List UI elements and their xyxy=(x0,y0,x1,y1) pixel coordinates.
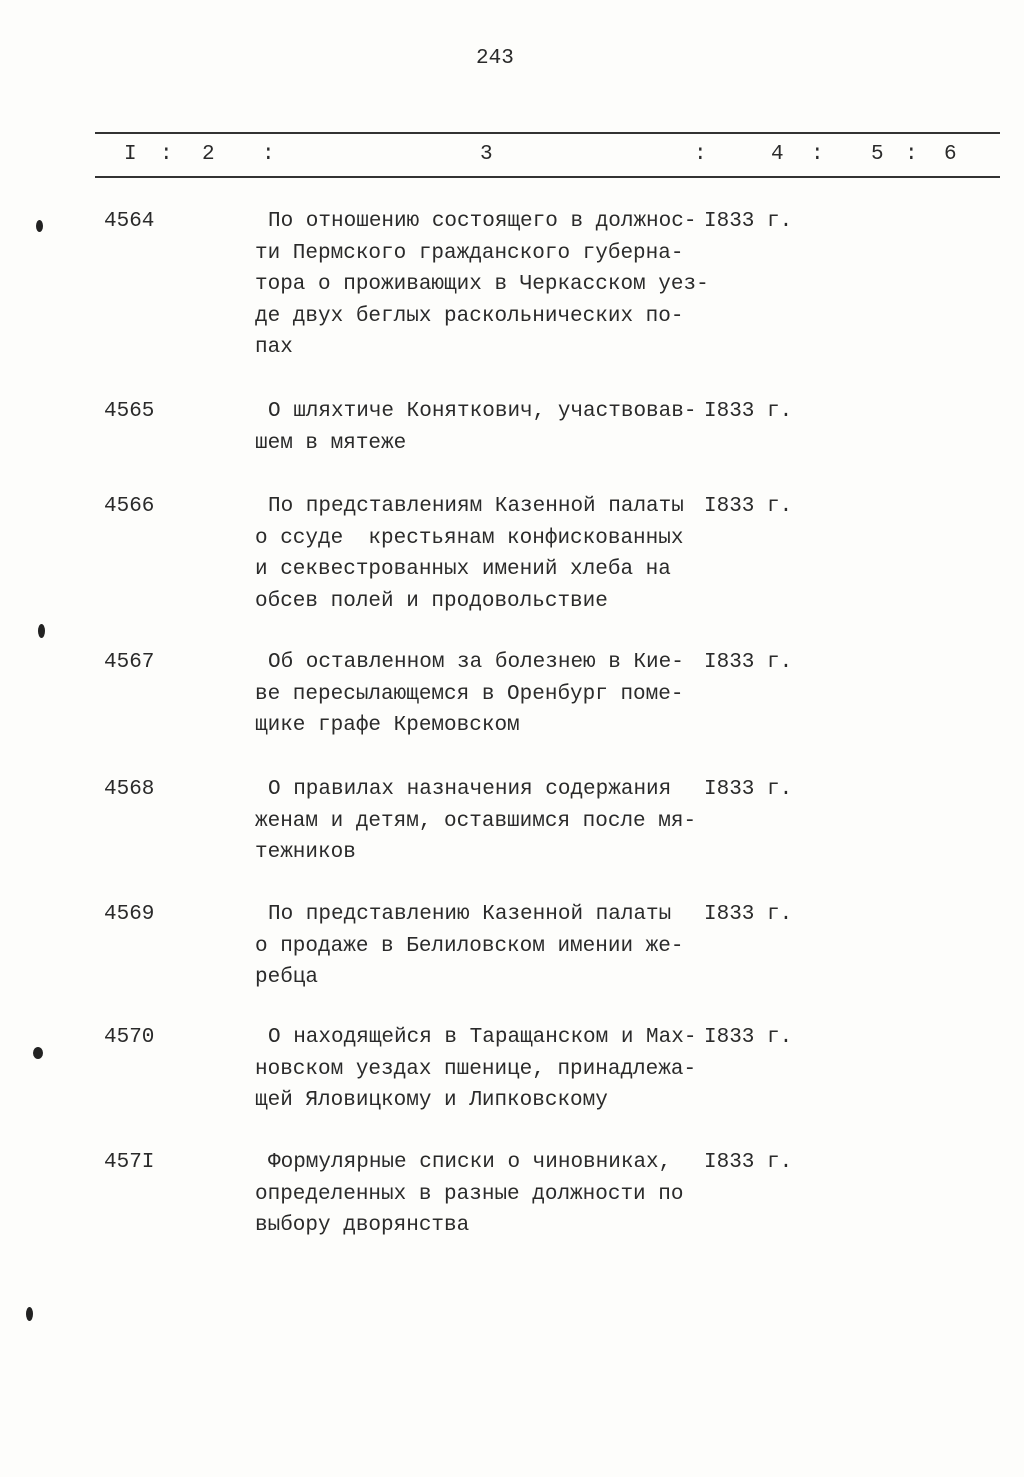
year: I833 г. xyxy=(704,1026,793,1049)
page-number: 243 xyxy=(476,47,514,70)
item-number: 4566 xyxy=(104,495,155,518)
header-sep: : xyxy=(811,143,824,166)
description-line: О находящейся в Таращанском и Мах- xyxy=(268,1026,697,1049)
description-line: о продаже в Белиловском имении же- xyxy=(255,934,684,958)
description-line: женам и детям, оставшимся после мя- xyxy=(255,809,697,833)
year: I833 г. xyxy=(704,651,793,674)
item-number: 4568 xyxy=(104,778,155,801)
item-number: 457I xyxy=(104,1151,155,1174)
description-line: По представлениям Казенной палаты xyxy=(268,495,684,518)
description-line: По отношению состоящего в должнос- xyxy=(268,210,697,233)
header-sep: : xyxy=(694,143,707,166)
header-sep: : xyxy=(905,143,918,166)
header-col-5: 5 xyxy=(871,143,884,166)
description-line: О правилах назначения содержания xyxy=(268,778,672,801)
year: I833 г. xyxy=(704,400,793,423)
header-col-1: I xyxy=(124,143,137,166)
binding-hole-mark xyxy=(38,624,45,638)
header-col-6: 6 xyxy=(944,143,957,166)
item-number: 4569 xyxy=(104,903,155,926)
description-line: Об оставленном за болезнею в Кие- xyxy=(268,651,684,674)
year: I833 г. xyxy=(704,1151,793,1174)
header-col-4: 4 xyxy=(771,143,784,166)
description-line: ве пересылающемся в Оренбург поме- xyxy=(255,682,684,706)
description-line: О шляхтиче Коняткович, участвовав- xyxy=(268,400,697,423)
header-sep: : xyxy=(160,143,173,166)
year: I833 г. xyxy=(704,495,793,518)
description-line: пах xyxy=(255,336,293,359)
item-number: 4565 xyxy=(104,400,155,423)
description-line: о ссуде крестьянам конфискованных xyxy=(255,526,684,550)
header-col-2: 2 xyxy=(202,143,215,166)
description-line: де двух беглых раскольнических по- xyxy=(255,304,684,328)
item-number: 4567 xyxy=(104,651,155,674)
header-col-3: 3 xyxy=(480,143,493,166)
year: I833 г. xyxy=(704,210,793,233)
item-number: 4564 xyxy=(104,210,155,233)
description-line: ти Пермского гражданского губерна- xyxy=(255,241,684,265)
description-line: выбору дворянства xyxy=(255,1214,470,1237)
binding-hole-mark xyxy=(36,220,43,232)
binding-hole-mark xyxy=(33,1047,43,1059)
description-line: определенных в разные должности по xyxy=(255,1182,684,1206)
description-line: ребца xyxy=(255,966,319,989)
header-bottom-rule xyxy=(95,176,1000,178)
header-top-rule xyxy=(95,132,1000,134)
description-line: тежников xyxy=(255,841,356,864)
description-line: новском уездах пшенице, принадлежа- xyxy=(255,1057,697,1081)
item-number: 4570 xyxy=(104,1026,155,1049)
description-line: Формулярные списки о чиновниках, xyxy=(268,1151,672,1174)
description-line: шем в мятеже xyxy=(255,431,407,455)
description-line: щей Яловицкому и Липковскому xyxy=(255,1089,608,1112)
description-line: По представлению Казенной палаты xyxy=(268,903,672,926)
description-line: обсев полей и продовольствие xyxy=(255,589,608,613)
header-sep: : xyxy=(262,143,275,166)
year: I833 г. xyxy=(704,903,793,926)
description-line: щике графе Кремовском xyxy=(255,714,520,737)
description-line: и секвестрованных имений хлеба на xyxy=(255,558,671,581)
description-line: тора о проживающих в Черкасском уез- xyxy=(255,273,709,296)
binding-hole-mark xyxy=(26,1307,33,1321)
year: I833 г. xyxy=(704,778,793,801)
